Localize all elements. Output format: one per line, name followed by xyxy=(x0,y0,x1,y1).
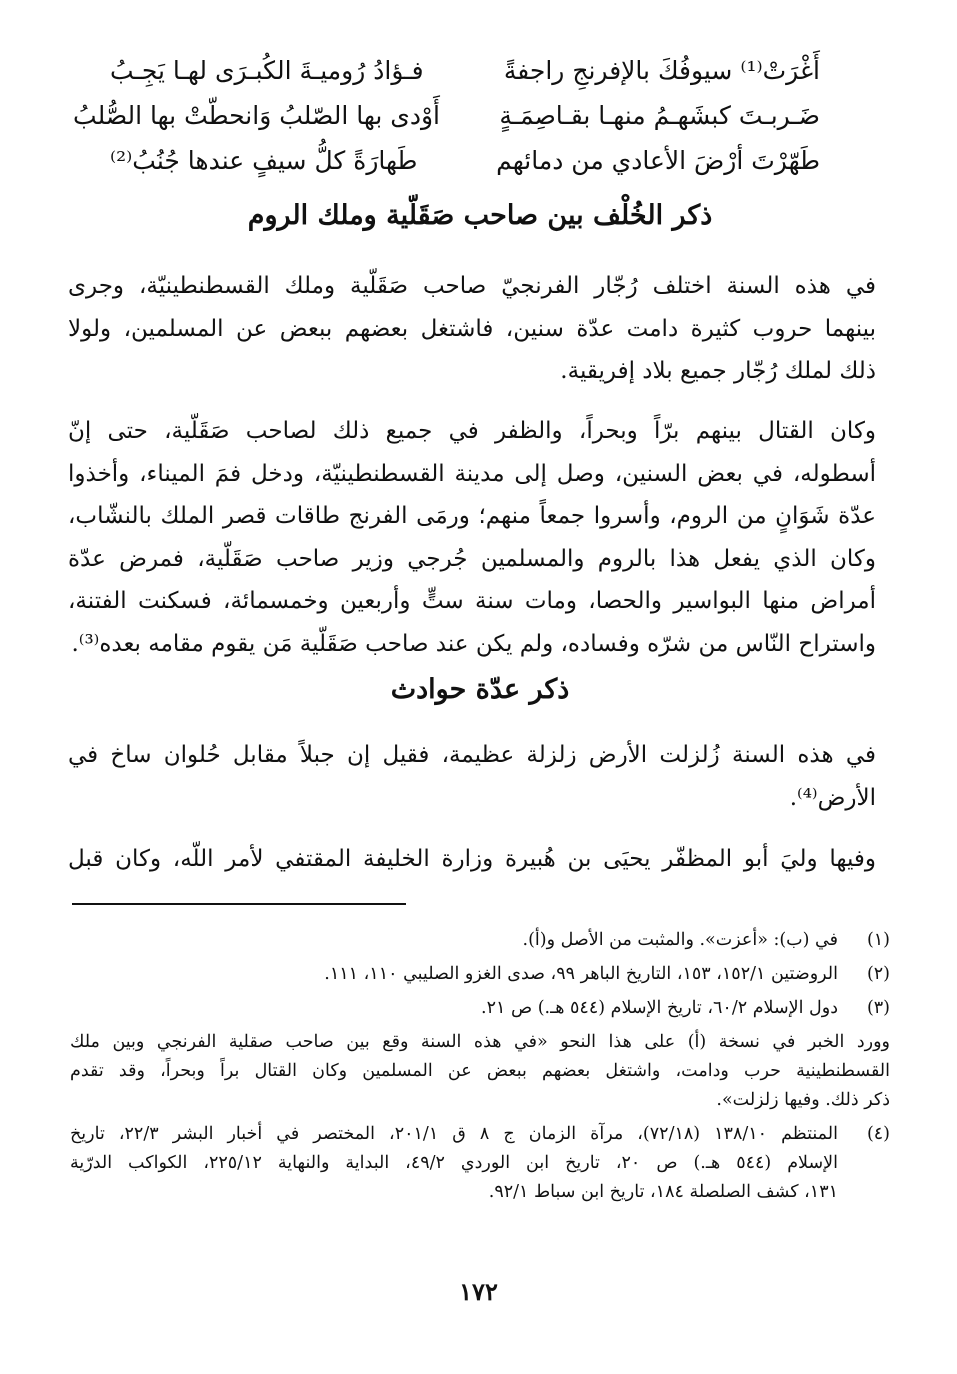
text-line: بينهما حروب كثيرة دامت عدّة سنين، فاشتغل بعضهم ببعض عن المسلمين، ولولا xyxy=(68,315,876,342)
section-heading: ذكر الخُلْف بين صاحب صَقَلّية وملك الروم xyxy=(247,200,713,231)
text-line: أمراض منها البواسير والحصا، ومات سنة ستٍّ وأربعين وخمسمائة، فسكنت الفتنة، xyxy=(68,588,876,614)
paragraph xyxy=(68,410,876,665)
footnote-number: (١) xyxy=(866,930,890,950)
poem-verse xyxy=(110,48,820,93)
text-line: عدّة شَوَانٍ من الروم، وأسروا جمعاً منهم؛ ورمَى الفرنج طاقات قصر الملك بالنشّاب، xyxy=(68,503,876,529)
footnote-line: المنتظم ١٣٨/١٠ (٧٢/١٨)، مرآة الزمان ج ٨ ق ٢٠١/١، المختصر في أخبار البشر ٢٢/٣، تاريخ xyxy=(70,1124,838,1144)
section-heading: ذكر عدّة حوادث xyxy=(390,674,570,705)
text-line: في هذه السنة اختلف رُجّار الفرنجيّ صاحب صَقَلّية وملك القسطنطينيّة، وجرى xyxy=(68,273,876,299)
paragraph xyxy=(68,838,876,881)
verse-second-hemistich: أَوْدى بها الصّلبُ وَانحطّتْ بها الصُّلبُ xyxy=(73,101,440,130)
verse-first-hemistich: ضَـربـتَ كبشَهـمُ منهـا بقـاصِمَـةٍ xyxy=(499,101,820,130)
footnote xyxy=(70,1120,890,1207)
footnote-text xyxy=(70,926,838,955)
footnote-line: دول الإسلام ٦٠/٢، تاريخ الإسلام (٥٤٤ هـ.) ص ٢١. xyxy=(481,998,838,1018)
footnote-line: الإسلام (٥٤٤ هـ.) ص ٢٠، تاريخ ابن الوردي ٤٩/٢، البداية والنهاية ٢٢٥/١٢، الكواكب الدرّية xyxy=(70,1153,838,1173)
footnote-line: الروضتين ١٥٢/١، ١٥٣، التاريخ الباهر ٩٩، صدى الغزو الصليبي ١١٠، ١١١. xyxy=(324,964,838,984)
poem-verse xyxy=(110,138,820,183)
footnote-number: (٣) xyxy=(866,998,890,1018)
text-line: وفيها وليَ أبو المظفّر يحيَى بن هُبيرة وزارة الخليفة المقتفي لأمر اللّه، وكان قبل xyxy=(68,846,876,872)
text-line: ذلك لملك رُجّار جميع بلاد إفريقية. xyxy=(560,358,876,384)
text-line: أسطوله، في بعض السنين، وصل إلى مدينة القسطنطينيّة، ودخل فمَ الميناء، وأخذوا xyxy=(68,460,876,487)
footnote-line: ذكر ذلك. وفيها زلزلت». xyxy=(716,1090,890,1110)
page-number: ١٧٢ xyxy=(459,1277,498,1306)
footnote-text xyxy=(70,960,838,989)
verse-first-hemistich: طَهّرْتَ أرْضَ الأعادي من دمائهم xyxy=(496,146,820,175)
poem-verse xyxy=(73,93,820,138)
footnote-line: وورد الخبر في نسخة (أ) على هذا النحو «في هذه السنة وقع بين صاحب صقلية الفرنجي وبين ملك xyxy=(70,1032,890,1052)
footnote xyxy=(70,926,890,955)
footnote-line: في (ب): «أعزت». والمثبت من الأصل و(أ). xyxy=(522,930,838,950)
text-line: الأرض⁽⁴⁾. xyxy=(789,784,876,811)
footnotes xyxy=(70,926,890,1212)
footnote-number: (٤) xyxy=(866,1124,890,1144)
footnote-text xyxy=(70,994,838,1023)
footnote-line: القسطنطينية حرب ودامت، واشتغل بعضهم ببعض عن المسلمين وكان القتال براً وبحراً، وقد تقدم xyxy=(70,1061,890,1081)
footnote-number: (٢) xyxy=(866,964,890,984)
footnote-text xyxy=(70,1028,890,1115)
verse-second-hemistich: طَهارَةً كلُّ سيفٍ عندها جُنُبُ⁽²⁾ xyxy=(110,146,418,175)
footnote-line: ١٣١، كشف الصلصلة ١٨٤، تاريخ ابن سباط ٩٢/١. xyxy=(488,1182,838,1202)
verse-second-hemistich: فـؤادُ رُوميـةَ الكُبـرَى لهـا يَجِـبُ xyxy=(110,56,424,85)
verse-first-hemistich: أَغْرَتْ⁽¹⁾ سيوفُكَ بالإفرنجِ راجفةً xyxy=(503,56,820,85)
text-line: وكان الذي يفعل هذا بالروم والمسلمين جُرجي وزير صاحب صَقَلّية، فمرض عدّة xyxy=(68,545,876,572)
footnote-separator xyxy=(72,903,406,905)
paragraph xyxy=(68,734,876,819)
footnote xyxy=(70,994,890,1023)
poem-verses xyxy=(73,48,820,183)
footnote xyxy=(70,960,890,989)
text-line: واستراح النّاس من شرّه وفساده، ولم يكن عند صاحب صَقَلّية مَن يقوم مقامه بعده⁽³⁾. xyxy=(71,630,876,657)
paragraph xyxy=(68,265,876,393)
text-line: وكان القتال بينهم برّاً وبحراً، والظفر في جميع ذلك لصاحب صَقَلّية، حتى إنّ xyxy=(68,418,876,444)
footnote-continuation xyxy=(70,1028,890,1115)
footnote-text xyxy=(70,1120,838,1207)
text-line: في هذه السنة زُلزلت الأرض زلزلة عظيمة، فقيل إن جبلاً مقابل حُلوان ساخ في xyxy=(68,742,876,768)
